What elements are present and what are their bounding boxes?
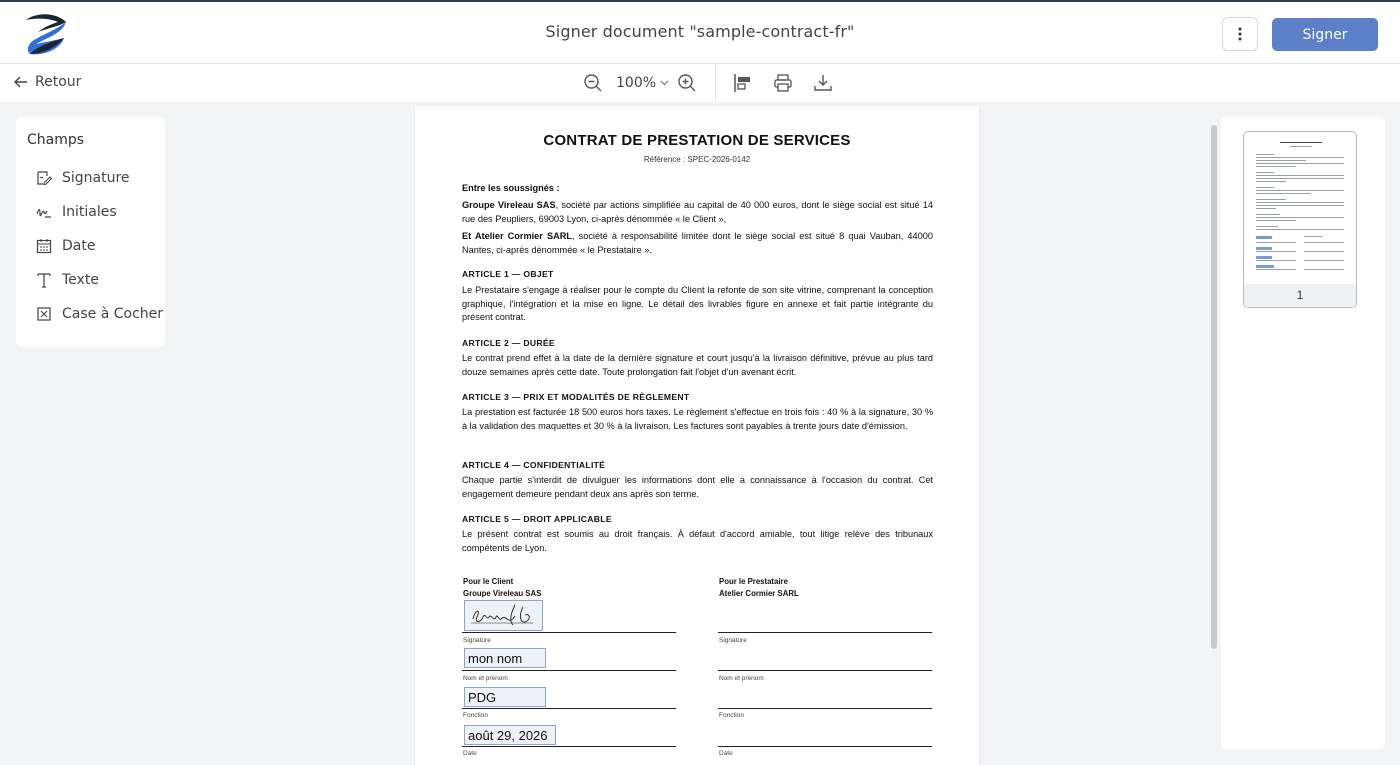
- thumb-line: [1256, 260, 1296, 261]
- thumb-line: [1256, 269, 1296, 270]
- thumb-line: [1256, 157, 1344, 158]
- thumbnail-page-number: 1: [1296, 288, 1304, 302]
- thumb-line: [1304, 269, 1344, 270]
- thumb-line: [1256, 187, 1274, 188]
- client-label: Pour le Client: [463, 577, 514, 586]
- thumb-field: [1256, 236, 1272, 239]
- thumb-line: [1304, 260, 1344, 261]
- download-button[interactable]: [812, 72, 834, 94]
- thumb-line: [1256, 205, 1344, 206]
- name-line: [718, 670, 932, 671]
- document-title: CONTRAT DE PRESTATION DE SERVICES: [543, 132, 851, 149]
- field-text[interactable]: [36, 272, 99, 288]
- field-checkbox[interactable]: [36, 306, 163, 322]
- client-name: Groupe Vireleau SAS: [463, 589, 542, 598]
- party-client-name: Groupe Vireleau SAS: [462, 200, 556, 210]
- chevron-down-icon: [660, 80, 669, 86]
- document-page: [415, 106, 979, 765]
- party-provider: [462, 230, 933, 257]
- thumb-line: [1256, 175, 1344, 176]
- article-text: La prestation est facturée 18 500 euros hors taxes. Le règlement s'effectue en trois fois : 40 % à la signature, 30 % à la validation des maquettes et 30 % à la livraison. Les factures sont payables à trente jours date d'émission.: [462, 407, 933, 431]
- caption-name: Nom et prénom: [719, 675, 764, 682]
- page-title: Signer document "sample-contract-fr": [545, 22, 855, 41]
- document-scrollbar[interactable]: [1211, 125, 1217, 649]
- field-label: Case à Cocher: [62, 306, 164, 322]
- text-icon: [36, 272, 52, 288]
- signature-line: [718, 632, 932, 633]
- thumb-line: [1256, 166, 1296, 167]
- date-line: [718, 746, 932, 747]
- thumb-line: [1256, 251, 1296, 252]
- more-options-button[interactable]: [1222, 17, 1258, 51]
- party-client-text: , société par actions simplifiée au capital de 40 000 euros, dont le siège social est situé 14 rue des Peupliers, 69003 Lyon, ci-après dénommée « le Client »,: [462, 200, 934, 224]
- article-text: Le contrat prend effet à la date de la dernière signature et court jusqu'à la livraison définitive, prévue au plus tard douze semaines après cette date. Toute prolongation fait l'objet d'un avenant écrit.: [462, 353, 933, 377]
- article-heading: ARTICLE 1 — OBJET: [462, 269, 554, 279]
- thumb-line: [1290, 146, 1312, 147]
- page-thumbnail[interactable]: [1243, 131, 1357, 308]
- back-link[interactable]: [14, 74, 81, 90]
- zoom-in-icon: [677, 73, 697, 93]
- client-signature-field[interactable]: [464, 600, 543, 631]
- thumb-line: [1256, 193, 1311, 194]
- caption-date: Date: [463, 750, 477, 757]
- thumb-line: [1256, 229, 1344, 230]
- thumb-line: [1256, 172, 1274, 173]
- client-function-field[interactable]: PDG: [464, 687, 546, 707]
- article-heading: ARTICLE 2 — DURÉE: [462, 338, 555, 348]
- client-name-field[interactable]: mon nom: [464, 648, 546, 668]
- field-signature[interactable]: [36, 170, 130, 186]
- article-text: Le Prestataire s'engage à réaliser pour le compte du Client la refonte de son site vitrine, comprenant la conception graphique, l'intégration et la mise en ligne. Le détail des livrables figure en annexe et fait partie intégrante du présent contrat.: [462, 285, 933, 323]
- thumb-line: [1256, 190, 1344, 191]
- caption-date: Date: [719, 750, 733, 757]
- arrow-left-icon: [14, 76, 28, 88]
- field-label: Texte: [62, 272, 99, 288]
- thumb-line: [1256, 199, 1286, 200]
- thumb-line: [1256, 202, 1344, 203]
- zoom-value: 100%: [616, 75, 657, 91]
- caption-signature: Signature: [719, 637, 747, 644]
- calendar-icon: [36, 238, 52, 254]
- caption-function: Fonction: [719, 712, 744, 719]
- signature-line: [462, 632, 676, 633]
- initials-icon: [36, 204, 52, 220]
- zoom-in-button[interactable]: [676, 72, 698, 94]
- article-text: Chaque partie s'interdit de divulguer les informations dont elle a connaissance à l'occasion du contrat. Cet engagement demeure pendant deux ans après son terme.: [462, 475, 933, 499]
- signature-icon: [36, 170, 52, 186]
- provider-name: Atelier Cormier SARL: [719, 589, 799, 598]
- thumb-line: [1256, 163, 1344, 164]
- kebab-menu-icon: [1238, 27, 1242, 41]
- thumb-line: [1256, 160, 1306, 161]
- party-provider-prefix: Et: [462, 231, 475, 241]
- thumb-field: [1256, 265, 1274, 268]
- thumb-line: [1304, 236, 1322, 237]
- field-label: Date: [62, 238, 96, 254]
- thumb-line: [1256, 226, 1278, 227]
- zoom-out-button[interactable]: [582, 72, 604, 94]
- thumb-line: [1256, 214, 1280, 215]
- thumb-line: [1304, 242, 1344, 243]
- date-line: [462, 746, 676, 747]
- party-provider-name: Atelier Cormier SARL: [474, 231, 572, 241]
- toolbar-divider: [715, 64, 716, 102]
- thumb-line: [1256, 154, 1274, 155]
- party-client: [462, 199, 933, 226]
- checkbox-icon: [36, 306, 52, 322]
- document-reference: Référence : SPEC-2026-0142: [643, 155, 751, 164]
- field-label: Initiales: [62, 204, 117, 220]
- thumbnail-panel: [1221, 117, 1385, 749]
- field-date[interactable]: [36, 238, 95, 254]
- client-date-field[interactable]: août 29, 2026: [464, 725, 556, 745]
- thumb-field: [1256, 247, 1272, 250]
- field-label: Signature: [62, 170, 130, 186]
- thumb-line: [1256, 208, 1276, 209]
- fields-title: Champs: [27, 132, 85, 148]
- thumb-line: [1280, 142, 1322, 143]
- zoom-out-icon: [583, 73, 603, 93]
- print-icon: [773, 73, 793, 93]
- thumb-line: [1256, 217, 1344, 218]
- thumb-line: [1256, 220, 1296, 221]
- top-header: [0, 0, 1400, 64]
- article-text: Le présent contrat est soumis au droit français. À défaut d'accord amiable, tout litige relève des tribunaux compétents de Lyon.: [462, 529, 933, 553]
- download-icon: [813, 73, 833, 93]
- thumb-line: [1256, 178, 1344, 179]
- align-left-icon: [733, 73, 753, 93]
- field-initials[interactable]: [36, 204, 117, 220]
- document-toolbar: [0, 64, 1400, 102]
- article-heading: ARTICLE 5 — DROIT APPLICABLE: [462, 514, 612, 524]
- print-button[interactable]: [772, 72, 794, 94]
- parties-heading: Entre les soussignés :: [462, 183, 560, 193]
- caption-function: Fonction: [463, 712, 488, 719]
- function-line: [718, 708, 932, 709]
- article-heading: ARTICLE 3 — PRIX ET MODALITÉS DE RÈGLEMENT: [462, 392, 690, 402]
- thumb-field: [1256, 256, 1272, 259]
- thumb-line: [1256, 181, 1286, 182]
- function-line: [462, 708, 676, 709]
- name-line: [462, 670, 676, 671]
- back-label: Retour: [35, 74, 82, 90]
- zoom-select[interactable]: [616, 75, 669, 91]
- party-provider-text: , société à responsabilité limitée dont le siège social est situé 8 quai Vauban, 44000 Nantes, ci-après dénommée « le Prestataire ».: [462, 231, 933, 255]
- caption-name: Nom et prénom: [463, 675, 508, 682]
- thumb-line: [1256, 242, 1296, 243]
- provider-label: Pour le Prestataire: [719, 577, 788, 586]
- caption-signature: Signature: [463, 637, 491, 644]
- fields-panel: [16, 117, 165, 347]
- align-left-button[interactable]: [732, 72, 754, 94]
- article-heading: ARTICLE 4 — CONFIDENTIALITÉ: [462, 460, 606, 470]
- sign-button[interactable]: Signer: [1272, 18, 1378, 51]
- thumb-line: [1304, 251, 1344, 252]
- handwritten-signature: [465, 601, 542, 630]
